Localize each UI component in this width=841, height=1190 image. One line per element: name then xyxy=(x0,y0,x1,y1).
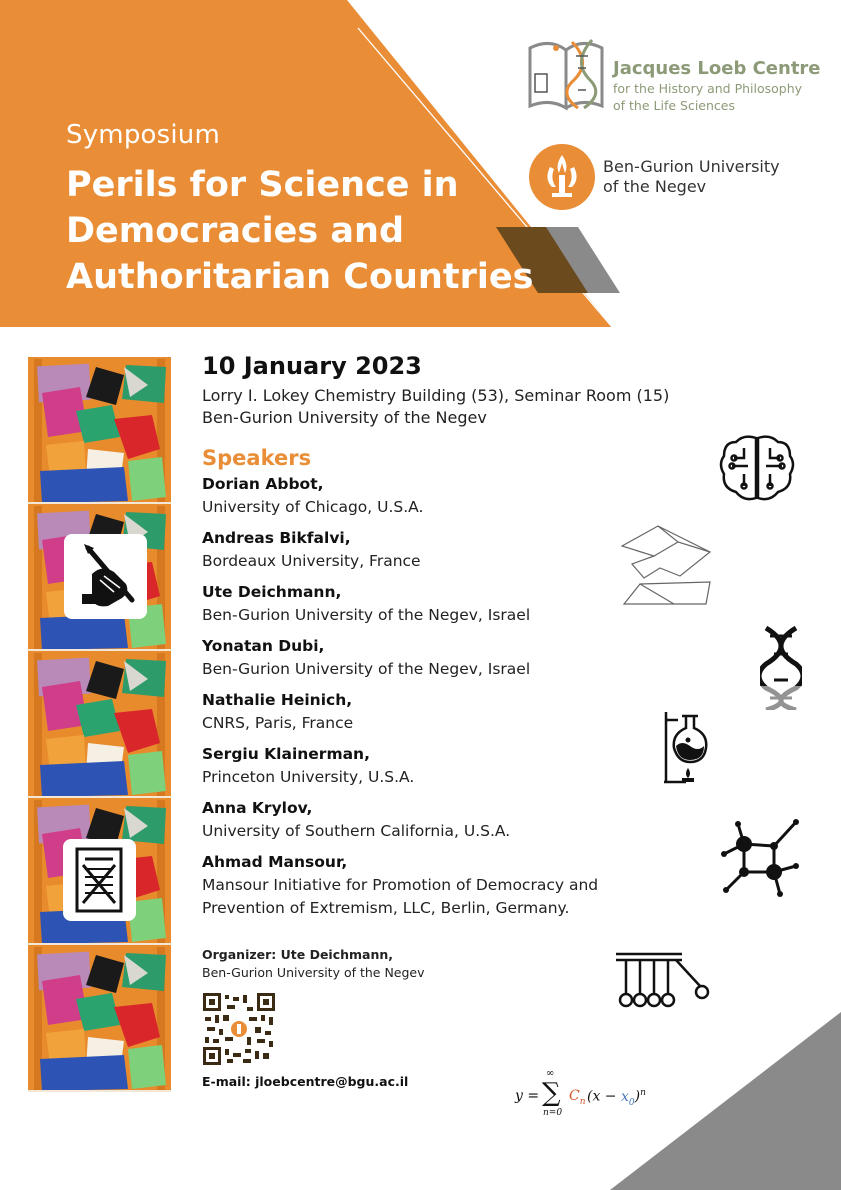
fist-pen-icon xyxy=(64,534,147,619)
formula-close: ) xyxy=(634,1088,641,1105)
qr-code[interactable] xyxy=(203,993,275,1065)
title-line: Authoritarian Countries xyxy=(66,257,534,297)
event-venue xyxy=(202,385,722,429)
formula-sum-lower: n=0 xyxy=(543,1108,563,1118)
jlc-subtitle xyxy=(613,80,833,114)
venue-line: Ben-Gurion University of the Negev xyxy=(202,408,487,427)
title-line: Perils for Science in xyxy=(66,165,459,205)
speaker-item xyxy=(202,851,642,920)
speaker-affiliation: Princeton University, U.S.A. xyxy=(202,768,415,786)
contact-email[interactable]: E-mail: jloebcentre@bgu.ac.il xyxy=(202,1074,409,1089)
speaker-affiliation: Ben-Gurion University of the Negev, Israel xyxy=(202,606,531,624)
bgu-name xyxy=(603,157,833,197)
dna-icon xyxy=(760,624,802,710)
formula-lhs: y = xyxy=(515,1088,540,1104)
symposium-title xyxy=(66,162,536,300)
speaker-affiliation: University of Southern California, U.S.A. xyxy=(202,822,511,840)
crossed-document-icon xyxy=(63,839,136,921)
speaker-affiliation: Ben-Gurion University of the Negev, Israel xyxy=(202,660,531,678)
speaker-affiliation: Mansour Initiative for Promotion of Democracy and xyxy=(202,876,599,894)
speakers-heading: Speakers xyxy=(202,446,312,470)
formula-open: (x − xyxy=(587,1088,621,1105)
bgu-name-line: of the Negev xyxy=(603,177,707,196)
bgu-logo-icon xyxy=(528,143,596,211)
formula-x0-sub: 0 xyxy=(628,1097,635,1108)
speaker-name: Yonatan Dubi, xyxy=(202,637,325,655)
speaker-name: Anna Krylov, xyxy=(202,799,313,817)
organizer-block xyxy=(202,946,425,982)
speaker-name: Andreas Bikfalvi, xyxy=(202,529,351,547)
event-type-label: Symposium xyxy=(66,120,221,150)
speaker-item xyxy=(202,581,642,627)
speaker-affiliation: CNRS, Paris, France xyxy=(202,714,354,732)
formula-sigma: ∑ xyxy=(542,1078,561,1108)
speaker-affiliation: University of Chicago, U.S.A. xyxy=(202,498,424,516)
jlc-subtitle-line: of the Life Sciences xyxy=(613,98,735,113)
formula-sum-upper: ∞ xyxy=(546,1068,555,1079)
title-line: Democracies and xyxy=(66,211,405,251)
paper-plane-icon xyxy=(618,520,714,606)
venue-line: Lorry I. Lokey Chemistry Building (53), Seminar Room (15) xyxy=(202,386,670,405)
speaker-item xyxy=(202,689,642,735)
speaker-item xyxy=(202,473,642,519)
brain-circuit-icon xyxy=(716,432,798,506)
jlc-name: Jacques Loeb Centre xyxy=(613,58,821,79)
speaker-item xyxy=(202,527,642,573)
bgu-name-line: Ben-Gurion University xyxy=(603,157,780,176)
jlc-subtitle-line: for the History and Philosophy xyxy=(613,81,803,96)
speaker-name: Nathalie Heinich, xyxy=(202,691,353,709)
speaker-name: Sergiu Klainerman, xyxy=(202,745,370,763)
organizer-affiliation: Ben-Gurion University of the Negev xyxy=(202,965,425,980)
formula-coef-sub: n xyxy=(579,1096,586,1107)
formula-x0-letter: x xyxy=(621,1088,629,1105)
formula-exponent: n xyxy=(640,1088,646,1098)
organizer-label: Organizer: Ute Deichmann, xyxy=(202,947,394,962)
formula-coef-letter: C xyxy=(569,1088,580,1104)
speaker-item xyxy=(202,635,642,681)
formula-coefficient xyxy=(569,1088,586,1107)
flask-icon xyxy=(660,710,712,784)
speaker-affiliation: Bordeaux University, France xyxy=(202,552,421,570)
event-date: 10 January 2023 xyxy=(202,352,422,380)
speaker-affiliation-continued: Prevention of Extremism, LLC, Berlin, Germany. xyxy=(202,899,570,917)
collage-strip xyxy=(28,357,171,1094)
molecule-icon xyxy=(716,816,802,900)
speaker-item xyxy=(202,743,642,789)
jacques-loeb-logo-icon xyxy=(526,32,608,112)
newtons-cradle-icon xyxy=(612,948,712,1014)
speaker-item xyxy=(202,797,642,843)
speaker-name: Ute Deichmann, xyxy=(202,583,342,601)
corner-triangle xyxy=(610,1012,841,1190)
speaker-name: Ahmad Mansour, xyxy=(202,853,348,871)
speaker-name: Dorian Abbot, xyxy=(202,475,324,493)
